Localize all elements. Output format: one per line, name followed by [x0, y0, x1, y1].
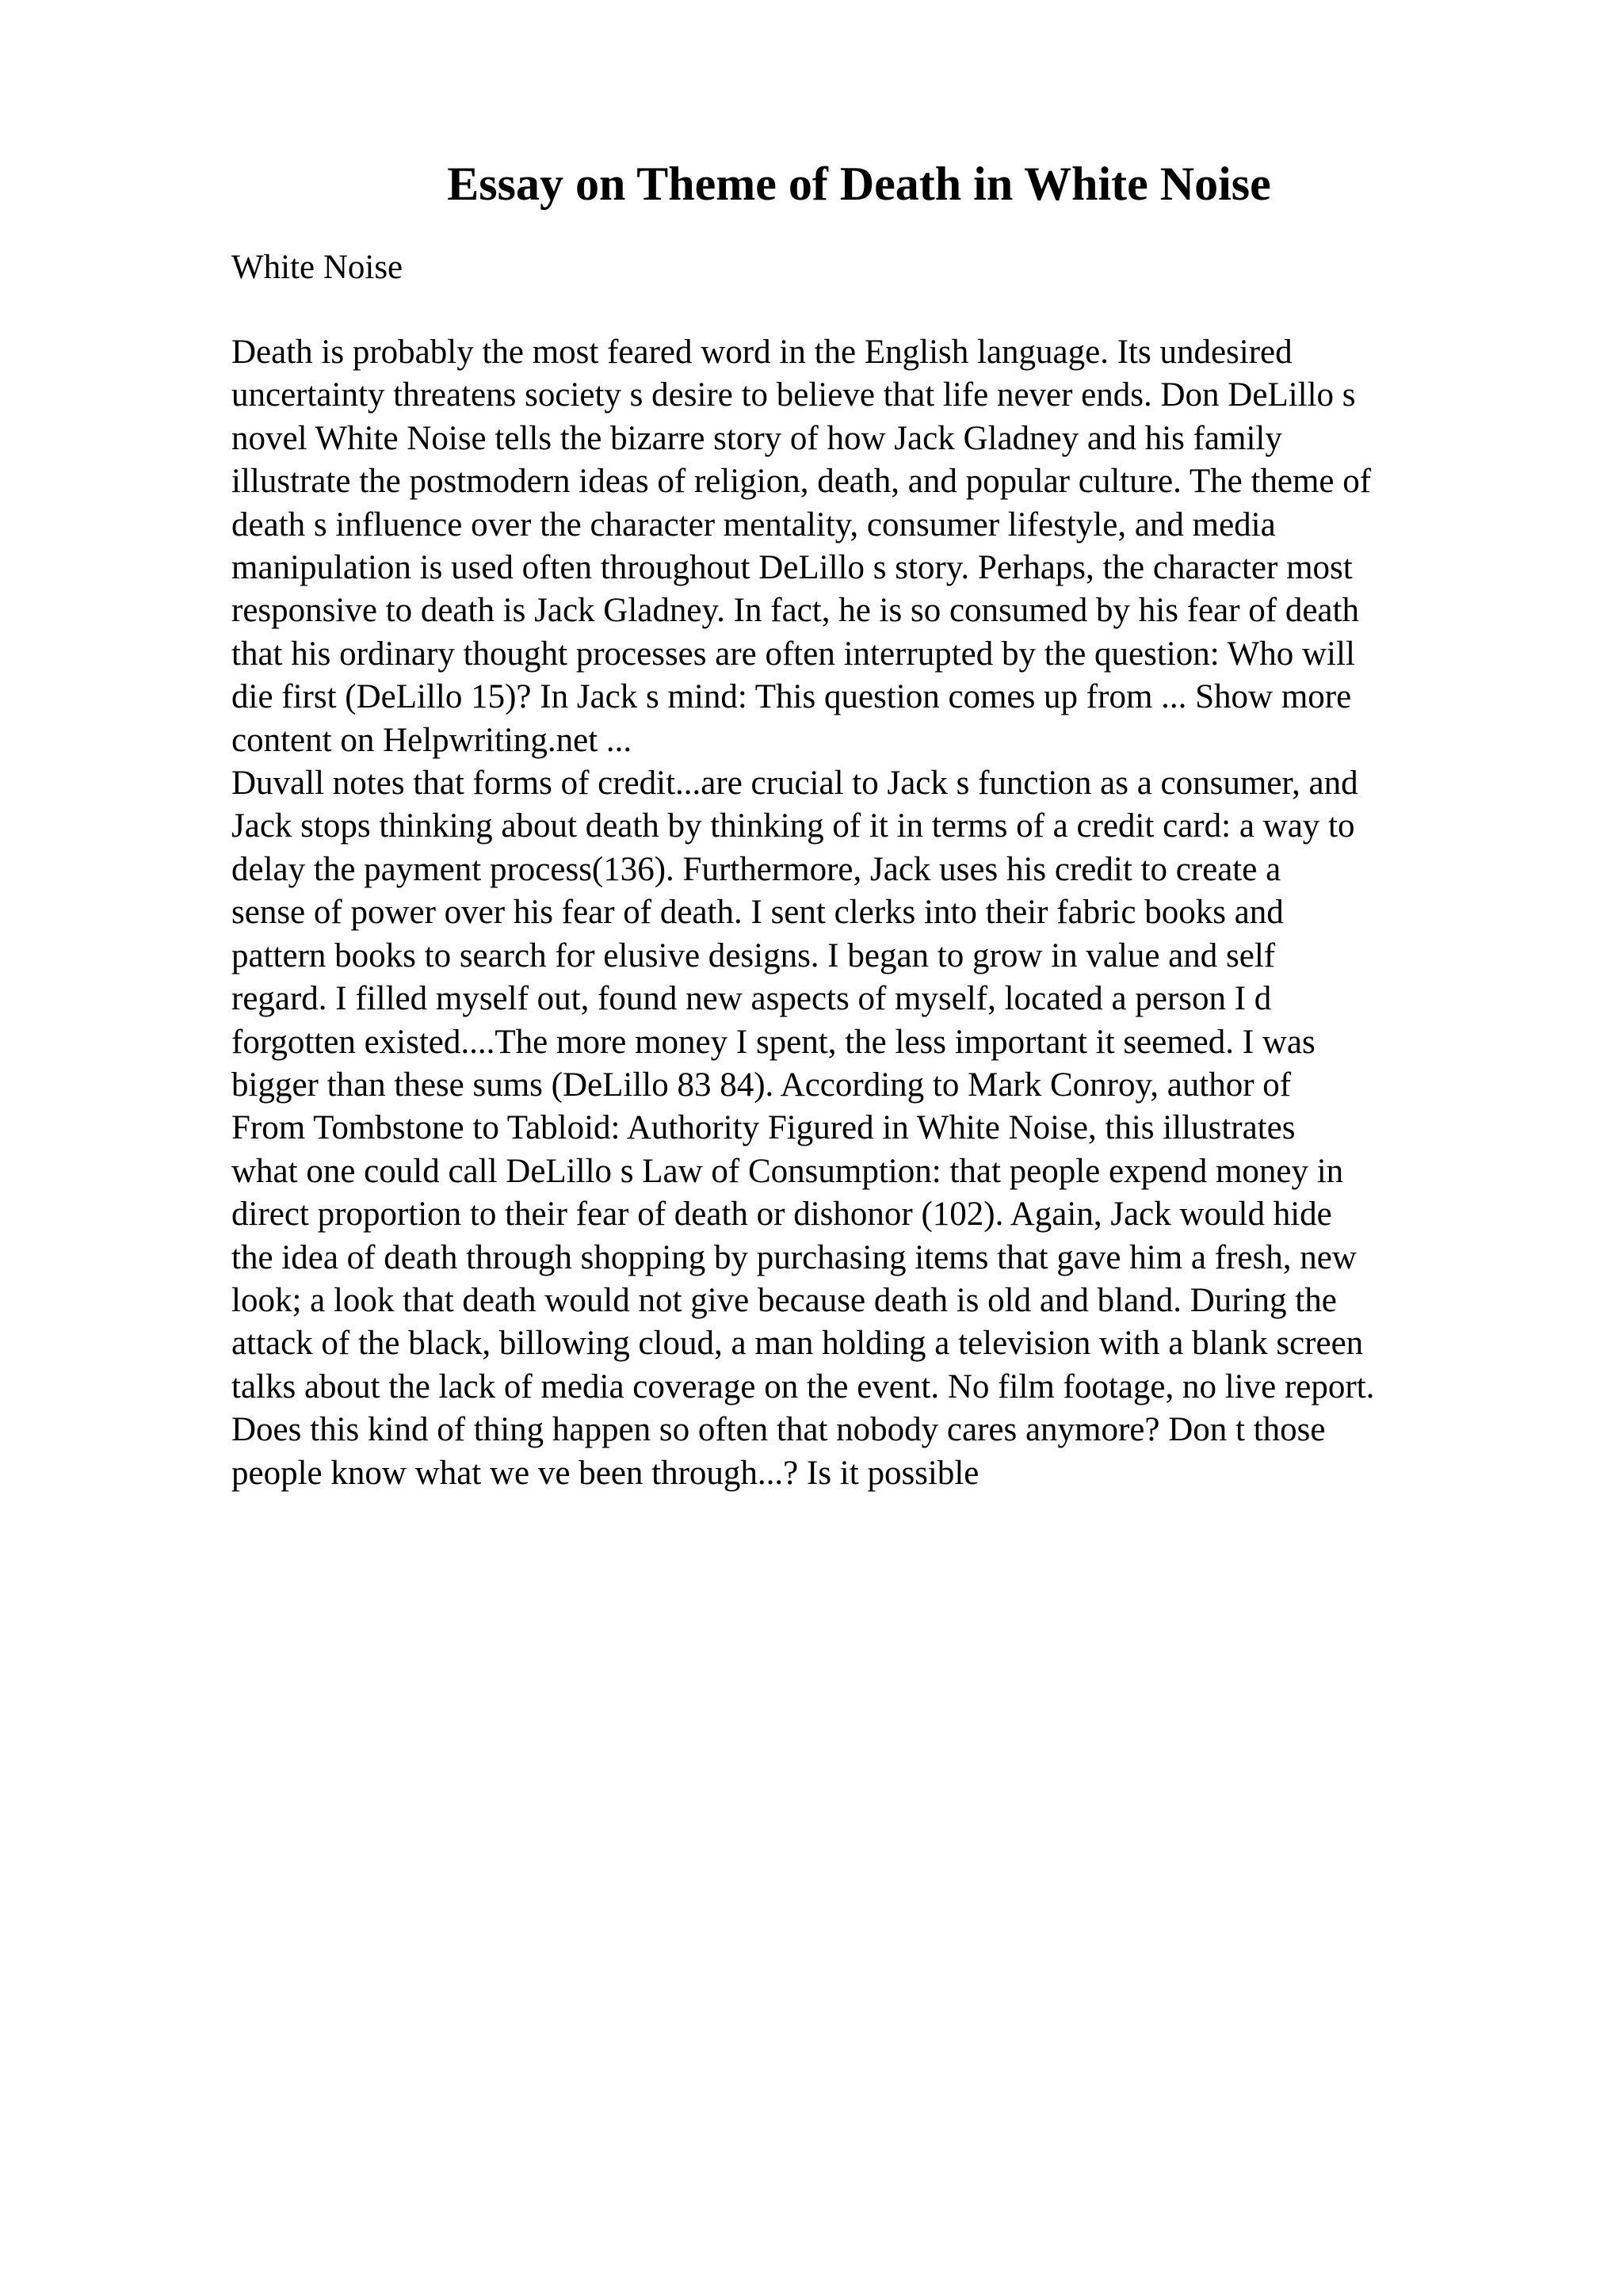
body-line: die first (DeLillo 15)? In Jack s mind: This question comes up from ... Show more	[231, 678, 1352, 716]
body-line: Duvall notes that forms of credit...are crucial to Jack s function as a consumer, and	[231, 765, 1358, 803]
document-subtitle: White Noise	[231, 249, 403, 286]
body-line: talks about the lack of media coverage on the event. No film footage, no live report.	[231, 1367, 1375, 1405]
body-line: Does this kind of thing happen so often that nobody cares anymore? Don t those	[231, 1411, 1326, 1449]
body-line: Jack stops thinking about death by thinking of it in terms of a credit card: a way to	[231, 807, 1355, 845]
body-line: responsive to death is Jack Gladney. In fact, he is so consumed by his fear of death	[231, 592, 1359, 630]
body-line: look; a look that death would not give because death is old and bland. During the	[231, 1281, 1337, 1319]
body-line: death s influence over the character mentality, consumer lifestyle, and media	[231, 505, 1276, 543]
body-line: what one could call DeLillo s Law of Consumption: that people expend money in	[231, 1152, 1344, 1190]
body-line: uncertainty threatens society s desire to believe that life never ends. Don DeLillo s	[231, 376, 1356, 414]
body-line: manipulation is used often throughout DeLillo s story. Perhaps, the character most	[231, 549, 1353, 587]
body-line: people know what we ve been through...? Is it possible	[231, 1454, 980, 1492]
body-line: direct proportion to their fear of death or dishonor (102). Again, Jack would hide	[231, 1196, 1332, 1234]
document-title: Essay on Theme of Death in White Noise	[447, 158, 1271, 210]
body-line: Death is probably the most feared word in the English language. Its undesired	[231, 334, 1293, 371]
body-line: pattern books to search for elusive designs. I began to grow in value and self	[231, 936, 1276, 974]
body-line: bigger than these sums (DeLillo 83 84). According to Mark Conroy, author of	[231, 1066, 1292, 1104]
body-line: content on Helpwriting.net ...	[231, 721, 632, 759]
document-body	[231, 331, 1499, 1495]
body-line: attack of the black, billowing cloud, a man holding a television with a blank screen	[231, 1325, 1364, 1363]
body-line: illustrate the postmodern ideas of religion, death, and popular culture. The theme of	[231, 463, 1372, 501]
body-line: regard. I filled myself out, found new aspects of myself, located a person I d	[231, 980, 1272, 1018]
body-line: novel White Noise tells the bizarre story of how Jack Gladney and his family	[231, 419, 1282, 457]
body-line: that his ordinary thought processes are often interrupted by the question: Who will	[231, 635, 1355, 673]
body-line: delay the payment process(136). Furthermore, Jack uses his credit to create a	[231, 850, 1281, 888]
body-line: the idea of death through shopping by purchasing items that gave him a fresh, new	[231, 1238, 1357, 1276]
body-line: sense of power over his fear of death. I sent clerks into their fabric books and	[231, 894, 1284, 932]
body-line: forgotten existed....The more money I spent, the less important it seemed. I was	[231, 1023, 1316, 1061]
body-line: From Tombstone to Tabloid: Authority Figured in White Noise, this illustrates	[231, 1109, 1296, 1147]
